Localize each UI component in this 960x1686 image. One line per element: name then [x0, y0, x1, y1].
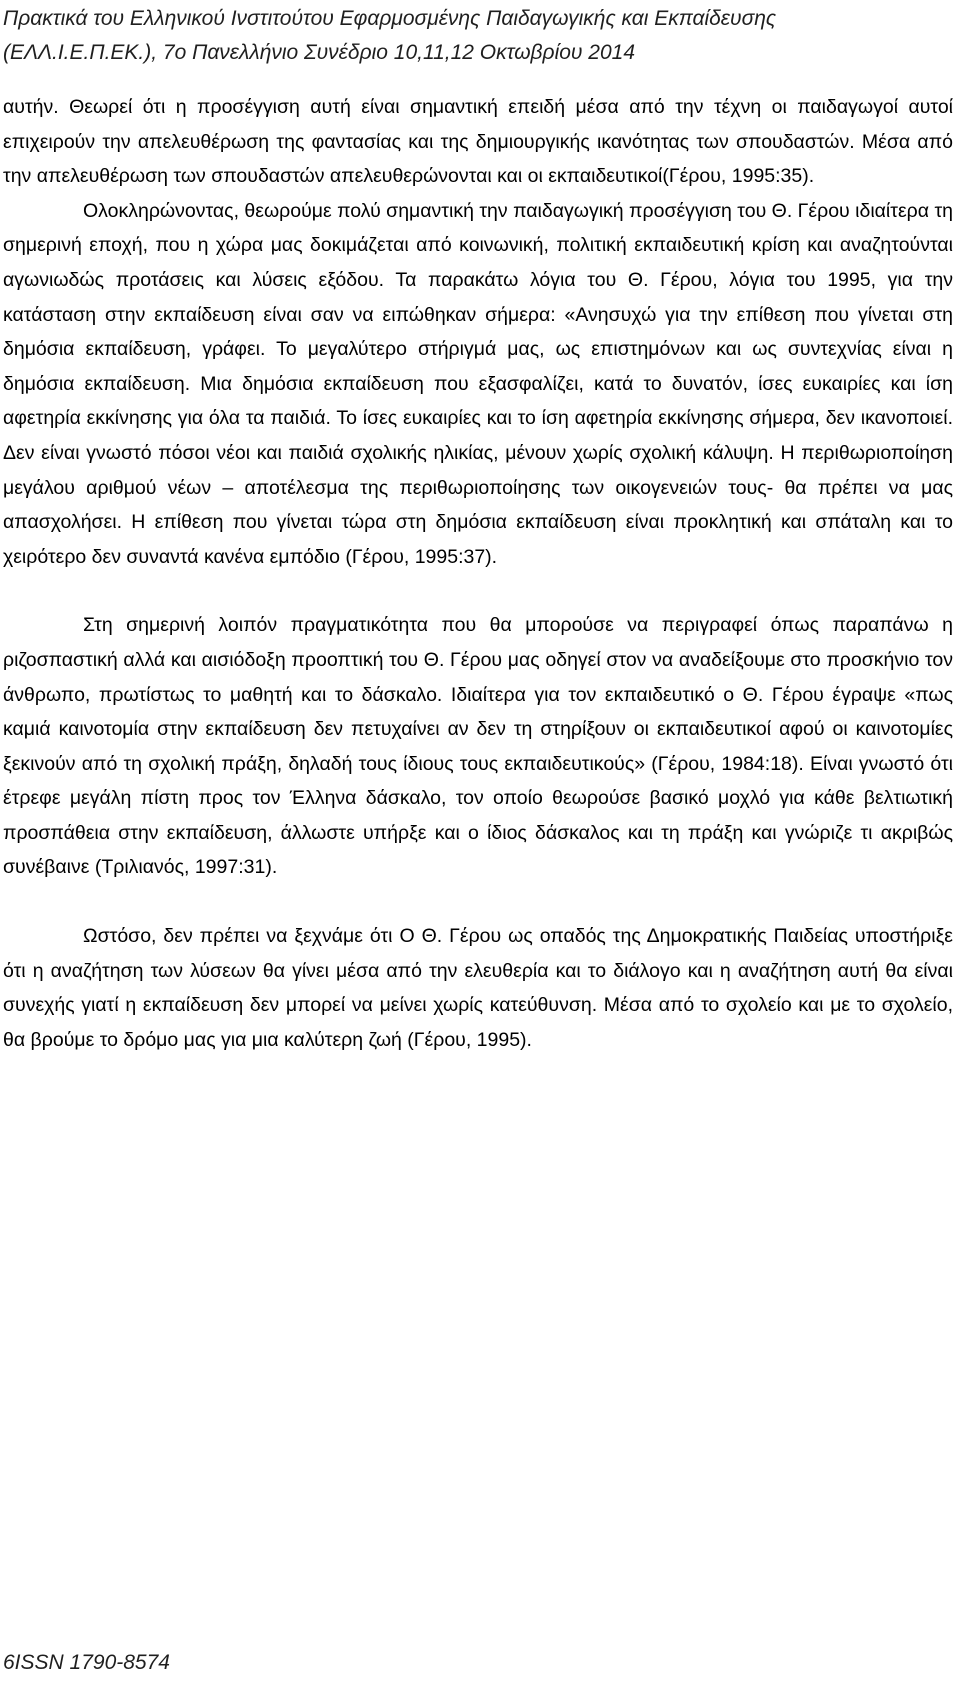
paragraph-3: Στη σημερινή λοιπόν πραγματικότητα που θα μπορούσε να περιγραφεί όπως παραπάνω η ριζοσπαστική αλλά και αισιόδοξη προοπτική του Θ. Γέρου μας οδηγεί στον να αναδείξουμε στο προσκήνιο τον άνθρωπο, πρωτίστως το μαθητή και το δάσκαλο. Ιδιαίτερα για τον εκπαιδευτικό ο Θ. Γέρου έγραψε «πως καμιά καινοτομία στην εκπαίδευση δεν πετυχαίνει αν δεν τη στηρίξουν οι εκπαιδευτικοί αφού οι καινοτομίες ξεκινούν από τη σχολική πράξη, δηλαδή τους ίδιους τους εκπαιδευτικούς» (Γέρου, 1984:18). Είναι γνωστό ότι έτρεφε μεγάλη πίστη προς τον Έλληνα δάσκαλο, τον οποίο θεωρούσε βασικό μοχλό για κάθε βελτιωτική προσπάθεια στην εκπαίδευση, άλλωστε υπήρξε και ο ίδιος δάσκαλος και τη πράξη και γνώριζε τι ακριβώς συνέβαινε (Τριλιανός, 1997:31).: [3, 614, 953, 879]
paragraph-1: αυτήν. Θεωρεί ότι η προσέγγιση αυτή είναι σημαντική επειδή μέσα από την τέχνη οι παιδαγωγοί αυτοί επιχειρούν την απελευθέρωση της φαντασίας και της δημιουργικής ικανότητας των σπουδαστών. Μέσα από την απελευθέρωση των σπουδαστών απελευθερώνονται και οι εκπαιδευτικοί(Γέρου, 1995:35).: [3, 96, 953, 188]
paragraph-2: Ολοκληρώνοντας, θεωρούμε πολύ σημαντική την παιδαγωγική προσέγγιση του Θ. Γέρου ιδιαίτερα τη σημερινή εποχή, που η χώρα μας δοκιμάζεται από κοινωνική, πολιτική εκπαιδευτική κρίση και αναζητούνται αγωνιωδώς προτάσεις και λύσεις εξόδου. Τα παρακάτω λόγια του Θ. Γέρου, λόγια του 1995, για την κατάσταση στην εκπαίδευση είναι σαν να ειπώθηκαν σήμερα: «Ανησυχώ για την επίθεση που γίνεται στη δημόσια εκπαίδευση, γράφει. Το μεγαλύτερο στήριγμά μας, ως επιστημόνων και ως συντεχνίας είναι η δημόσια εκπαίδευση. Μια δημόσια εκπαίδευση που εξασφαλίζει, κατά το δυνατόν, ίσες ευκαιρίες και ίση αφετηρία εκκίνησης για όλα τα παιδιά. Το ίσες ευκαιρίες και το ίση αφετηρία εκκίνησης σήμερα, δεν ικανοποιεί. Δεν είναι γνωστό πόσοι νέοι και παιδιά σχολικής ηλικίας, μένουν χωρίς σχολική κάλυψη. Η περιθωριοποίηση μεγάλου αριθμού νέων – αποτέλεσμα της περιθωριοποίησης των οικογενειών τους- θα πρέπει να μας απασχολήσει. Η επίθεση που γίνεται τώρα στη δημόσια εκπαίδευση είναι προκλητική και σπάταλη και το χειρότερο δεν συναντά κανένα εμπόδιο (Γέρου, 1995:37).: [3, 199, 953, 568]
paragraph-4: Ωστόσο, δεν πρέπει να ξεχνάμε ότι Ο Θ. Γέρου ως οπαδός της Δημοκρατικής Παιδείας υποστήριξε ότι η αναζήτηση των λύσεων θα γίνει μέσα από την ελευθερία και το διάλογο και η αναζήτηση αυτή θα είναι συνεχής γιατί η εκπαίδευση δεν μπορεί να μείνει χωρίς κατεύθυνση. Μέσα από το σχολείο και με το σχολείο, θα βρούμε το δρόμο μας για μια καλύτερη ζωή (Γέρου, 1995).: [3, 925, 953, 1051]
document-body: [3, 90, 953, 1057]
header-line-2: (ΕΛΛ.Ι.Ε.Π.ΕΚ.), 7ο Πανελλήνιο Συνέδριο 10,11,12 Οκτωβρίου 2014: [3, 41, 636, 64]
page-header: [3, 2, 953, 70]
page-footer-issn: 6ISSN 1790-8574: [3, 1651, 170, 1674]
header-line-1: Πρακτικά του Ελληνικού Ινστιτούτου Εφαρμοσμένης Παιδαγωγικής και Εκπαίδευσης: [3, 7, 777, 30]
